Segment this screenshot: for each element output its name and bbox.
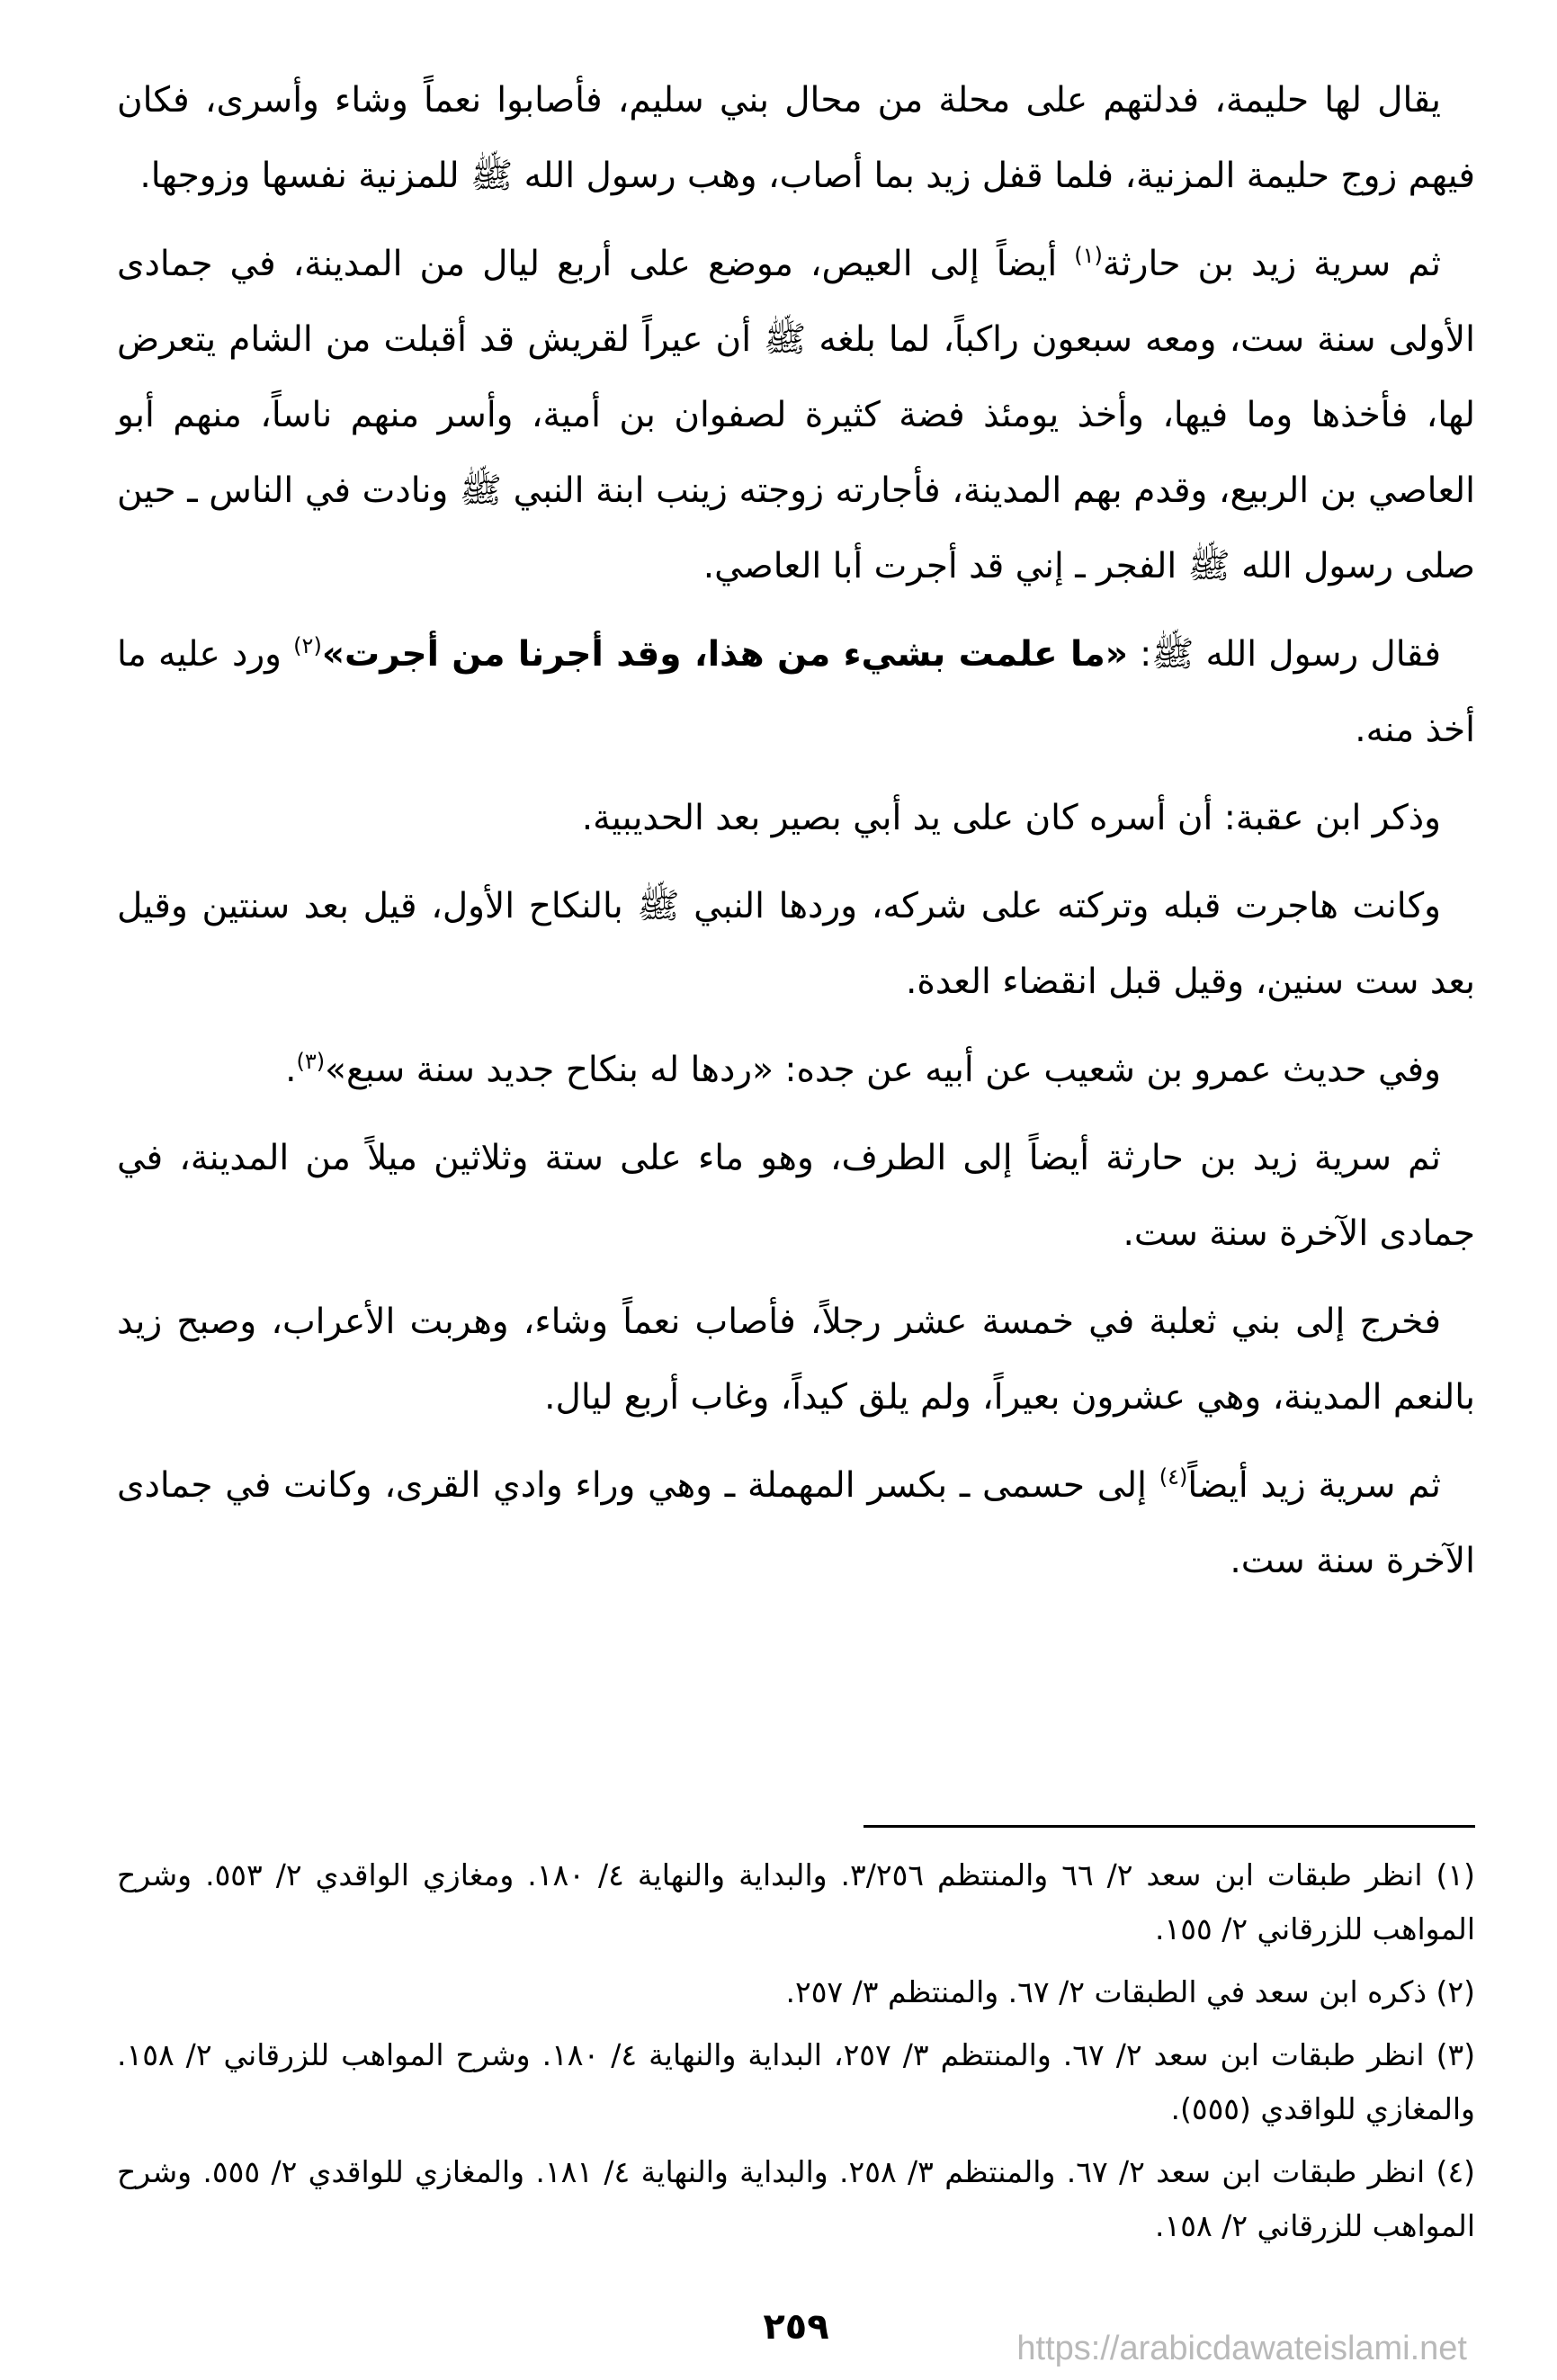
paragraph-4: وذكر ابن عقبة: أن أسره كان على يد أبي بصير بعد الحديبية. <box>581 798 1441 838</box>
paragraph-1: يقال لها حليمة، فدلتهم على محلة من محال بني سليم، فأصابوا نعماً وشاء وأسرى، فكان فيهم زوج حليمة المزنية، فلما قفل زيد بما أصاب، وهب رسول الله ﷺ للمزنية نفسها وزوجها. <box>117 80 1475 196</box>
paragraph-3: فقال رسول الله ﷺ: «ما علمت بشيء من هذا، وقد أجرنا من أجرت»$^{(٢)}$ ورد عليه ما أخذ منه. <box>117 633 1475 750</box>
paragraph-6: وفي حديث عمرو بن شعيب عن أبيه عن جده: «ردها له بنكاح جديد سنة سبع»$^{(٣)}$. <box>285 1049 1441 1090</box>
paragraph-8: فخرج إلى بني ثعلبة في خمسة عشر رجلاً، فأصاب نعماً وشاء، وهربت الأعراب، وصبح زيد بالنعم المدينة، وهي عشرون بعيراً، ولم يلق كيداً، وغاب أربع ليال. <box>117 1302 1475 1418</box>
body-text <box>117 63 1475 1599</box>
footnote-divider <box>864 1825 1475 1828</box>
hadith-quote: «ما علمت بشيء من هذا، وقد أجرنا من أجرت» <box>321 634 1128 675</box>
paragraph-9: ثم سرية زيد أيضاً$^{(٤)}$ إلى حسمى ـ بكسر المهملة ـ وهي وراء وادي القرى، وكانت في جمادى الآخرة سنة ست. <box>117 1464 1475 1581</box>
footnote-ref-1[interactable]: (١) <box>1074 243 1103 268</box>
footnote-1: (١) انظر طبقات ابن سعد ٢/ ٦٦ والمنتظم ٣/٢٥٦. والبداية والنهاية ٤/ ١٨٠. ومغازي الواقدي ٢/ ٥٥٣. وشرح المواهب للزرقاني ٢/ ١٥٥. <box>117 1857 1475 1946</box>
footnote-ref-3[interactable]: (٣) <box>296 1049 326 1074</box>
footnote-2: (٢) ذكره ابن سعد في الطبقات ٢/ ٦٧. والمنتظم ٣/ ٢٥٧. <box>785 1974 1475 2009</box>
paragraph-2: ثم سرية زيد بن حارثة$^{(١)}$ أيضاً إلى العيص، موضع على أربع ليال من المدينة، في جمادى الأولى سنة ست، ومعه سبعون راكباً، لما بلغه ﷺ أن عيراً لقريش قد أقبلت من الشام يتعرض لها، فأخذها وما فيها، وأخذ يومئذ فضة كثيرة لصفوان بن أمية، وأسر منهم ناساً، منهم أبو العاصي بن الربيع، وقدم بهم المدينة، فأجارته زوجته زينب ابنة النبي ﷺ ونادت في الناس ـ حين صلى رسول الله ﷺ الفجر ـ إني قد أجرت أبا العاصي. <box>117 243 1475 586</box>
paragraph-5: وكانت هاجرت قبله وتركته على شركه، وردها النبي ﷺ بالنكاح الأول، قيل بعد سنتين وقيل بعد ست سنين، وقيل قبل انقضاء العدة. <box>117 886 1475 1002</box>
book-page <box>117 63 1475 2348</box>
footnote-3: (٣) انظر طبقات ابن سعد ٢/ ٦٧. والمنتظم ٣/ ٢٥٧، البداية والنهاية ٤/ ١٨٠. وشرح المواهب للزرقاني ٢/ ١٥٨. والمغازي للواقدي (٥٥٥). <box>117 2037 1476 2126</box>
paragraph-7: ثم سرية زيد بن حارثة أيضاً إلى الطرف، وهو ماء على ستة وثلاثين ميلاً من المدينة، في جمادى الآخرة سنة ست. <box>117 1138 1475 1254</box>
footnote-ref-2[interactable]: (٢) <box>293 633 322 658</box>
footnote-4: (٤) انظر طبقات ابن سعد ٢/ ٦٧. والمنتظم ٣/ ٢٥٨. والبداية والنهاية ٤/ ١٨١. والمغازي للواقدي ٢/ ٥٥٥. وشرح المواهب للزرقاني ٢/ ١٥٨. <box>117 2154 1476 2243</box>
page-number: ٢٥٩ <box>763 2306 829 2348</box>
footnote-ref-4[interactable]: (٤) <box>1159 1464 1188 1490</box>
watermark-url: https://arabicdawateislami.net <box>1016 2330 1467 2367</box>
footnotes <box>117 1848 1475 2262</box>
